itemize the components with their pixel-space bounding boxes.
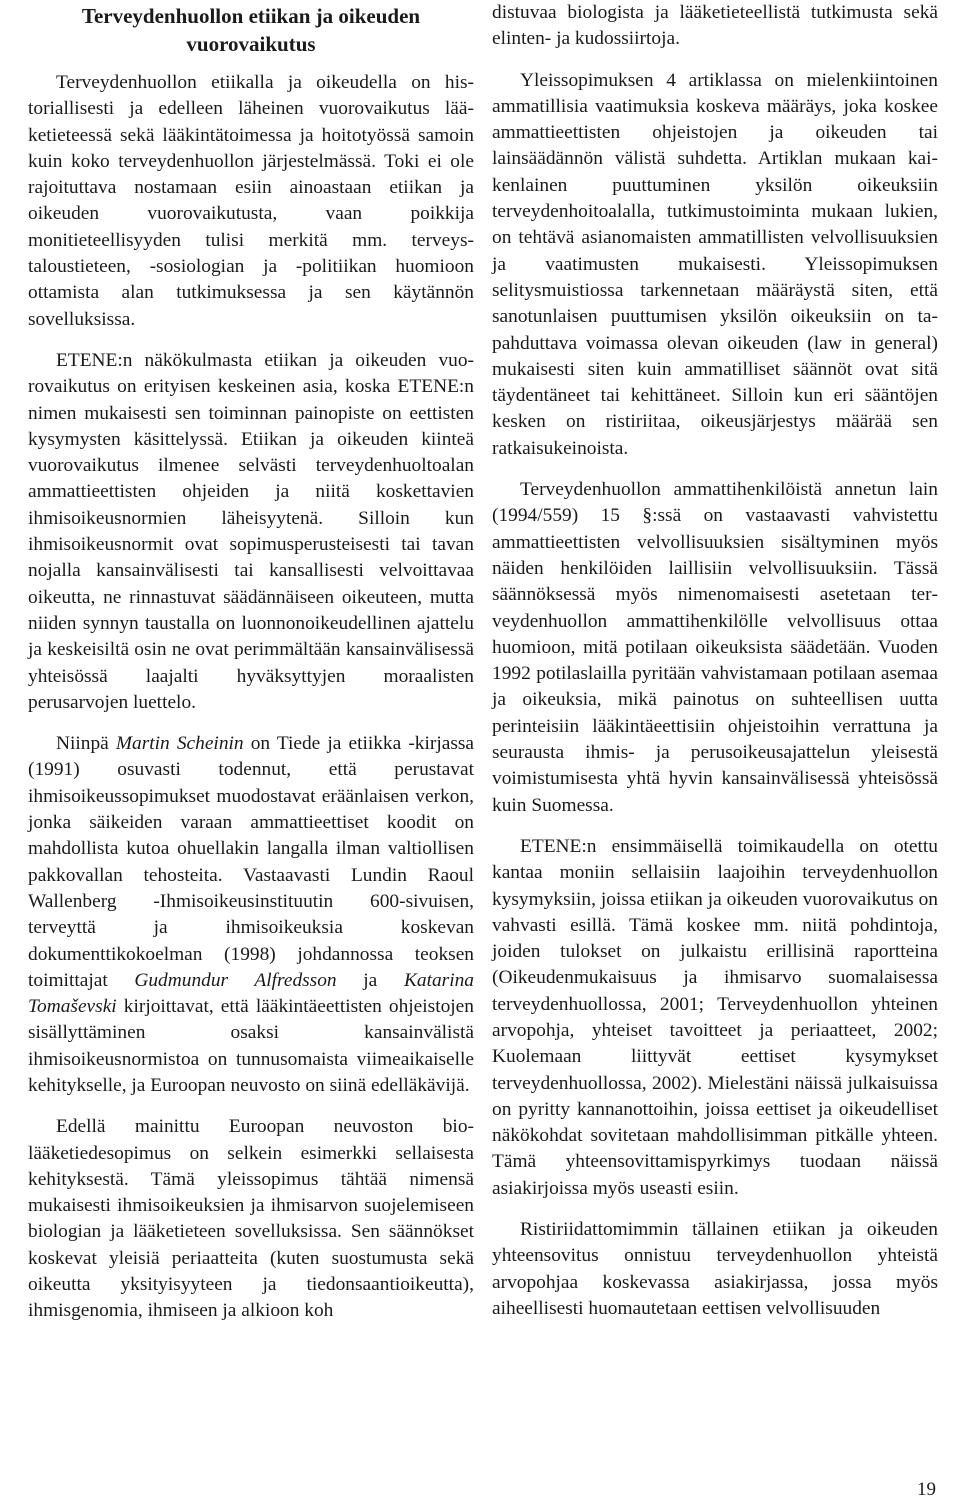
paragraph-etene-perspective: ETENE:n näkökulmasta etiikan ja oikeuden vuorovaikutus on erityisen keskeinen asia, koska ETENE:n nimen mukaisesti sen toiminnan painopiste on eettisten kysymysten käsittelyssä. Etiikan ja oikeuden kiinteä vuorovaikutus ilmenee selvästi terveydenhuoltoalan ammattieettisten ohjeiden ja niitä koskettavien ihmisoikeusnormien läheisyytenä. Silloin kun ihmisoikeusnormit ovat sopimusperusteisesti tai tavan nojalla kansainvälisesti tai kansallisesti velvoittavaa oikeutta, ne rinnastuvat säädännäiseen oikeuteen, mutta niiden synnyn taustalla on luonnonoikeudellinen ajattelu ja keskeisiltä osin ne ovat perimmältään kansainvälisessä yhteisössä laajalti hyväksyttyjen moraalisten perusarvojen luettelo. <box>28 349 474 713</box>
paragraph-continuation: distuvaa biologista ja lääketieteellistä tutkimusta sekä elinten- ja kudossiirtoja. <box>492 2 938 50</box>
person-name-scheinin: Martin Scheinin <box>115 733 244 755</box>
paragraph-professionals-act: Terveydenhuollon ammattihenkilöistä annetun lain (1994/559) 15 §:ssä on vastaavasti vahvistettu ammattieettisten velvollisuuksien sisältyminen myös näiden henkilöiden laillisiin velvollisuuksiin. Tässä säännöksessä myös nimenomaisesti asetetaan terveydenhuollon ammattihenkilölle velvollisuus ottaa huomioon, mitä potilaan oikeuksista säädetään. Vuoden 1992 potilaslailla pyritään vahvistamaan potilaan asemaa ja oikeuksia, mikä painotus on suhteellisen uutta perinteisiin lääkintäeettisiin ohjeistoihin verrattuna ja seurausta ihmis- ja perusoikeusajattelun yleisestä voimistumisesta yhtä hyvin kansainvälisessä yhteisössä kuin Suomessa. <box>492 479 938 816</box>
person-name-tomasevski: Katarina Tomaševski <box>28 969 474 1018</box>
text-run: ja <box>336 969 404 991</box>
paragraph-reconciliation: Ristiriidattomimmin tällainen etiikan ja oikeuden yhteensovitus onnistuu terveydenhuollon yhteistä arvopohjaa koskevassa asiakirjassa, jossa myös aiheellisesti huomautetaan eettisen velvollisuuden <box>492 1219 938 1319</box>
paragraph-article-4: Yleissopimuksen 4 artiklassa on mielenkiintoinen ammatillisia vaatimuksia koskeva määräys, joka koskee ammattieettisten ohjeistojen ja oikeuden tai lainsäädännön välistä suhdetta. Artiklan mukaan kaikenlainen puuttuminen yksilön oikeuksiin terveydenhoitoalalla, tutkimustoiminta mukaan lukien, on tehtävä asianomaisten ammatillisten velvollisuuksien ja vaatimusten mukaisesti. Yleissopimuksen selitysmuistiossa tarkennetaan määräystä siten, että sanotunlaisen puuttumisen yksilön oikeuksiin on tapahduttava voimassa olevan oikeuden (law in general) mukaisesti siten kuin ammatilliset säännöt ovat sitä täydentäneet tai kehittäneet. Silloin kun eri sääntöjen kesken on ristiriitaa, oikeusjärjestys määrää sen ratkaisukeinoista. <box>492 69 938 459</box>
text-run: kirjoittavat, että lääkintäeettisten ohjeistojen sisällyttäminen osaksi kansainvälistä ihmisoikeusnormistoa on tunnusomaista viimeaikaiselle kehitykselle, ja Euroopan neuvosto on siinä edelläkävijä. <box>28 996 474 1096</box>
section-heading: Terveydenhuollon etiikan ja oikeuden vuorovaikutus <box>81 4 421 56</box>
right-column <box>492 0 938 1337</box>
paragraph-etene-first-term: ETENE:n ensimmäisellä toimikaudella on otettu kantaa moniin sellaisiin laajoihin terveydenhuollon kysymyksiin, joissa etiikan ja oikeuden vuorovaikutus on vahvasti esillä. Tämä koskee mm. niitä pohdintoja, joiden tulokset on julkaistu erillisinä raportteina (Oikeudenmukaisuus ja ihmisarvo suomalaisessa terveydenhuollossa, 2001; Terveydenhuollon yhteinen arvopohja, yhteiset tavoitteet ja periaatteet, 2002; Kuolemaan liittyvät eettiset kysymykset terveydenhuollossa, 2002). Mielestäni näissä julkaisuissa on pyritty kannanottoihin, joissa eettiset ja oikeudelliset näkökohdat sovitetaan mahdollisimman pitkälle yhteen. Tämä yhteensovittamispyrkimys tuodaan näissä asiakirjoissa myös useasti esiin. <box>492 835 938 1199</box>
text-run: Niinpä <box>56 733 116 755</box>
left-column <box>28 0 474 1340</box>
page-number: 19 <box>917 1479 936 1500</box>
text-run: on Tiede ja etiikka -kirjassa (1991) osuvasti todennut, että perustavat ihmisoikeussopimukset muodostavat eräänlaisen verkon, jonka säikeiden varaan ammattieettiset koodit on mahdollista kutoa ohuellakin langalla ilman valtiollisen pakkovallan tehosteita. Vastaavasti Lundin Raoul Wallenberg -Ihmisoikeusinstituutin 600-sivuisen, terveyttä ja ihmisoikeuksia koskevan dokumenttikokoelman (1998) johdannossa teoksen toimittajat <box>28 733 475 991</box>
person-name-alfredsson: Gudmundur Alfredsson <box>134 969 337 991</box>
paragraph-scheinin <box>28 731 474 1099</box>
paragraph-intro: Terveydenhuollon etiikalla ja oikeudella on historiallisesti ja edelleen läheinen vuorovaikutus lääketieteessä sekä lääkintätoimessa ja hoitotyössä samoin kuin koko terveydenhuollon järjestelmässä. Toki ei ole rajoituttava nostamaan esiin ainoastaan etiikan ja oikeuden vuorovaikutusta, vaan poikkija monitieteellisyyden tulisi merkitä mm. terveystaloustieteen, -sosiologian ja -politiikan huomioon ottamista alan tutkimuksessa ja sen käytännön sovelluksissa. <box>28 72 474 330</box>
paragraph-biomedicine-convention: Edellä mainittu Euroopan neuvoston biolääketiedesopimus on selkein esimerkki sellaisesta kehityksestä. Tämä yleissopimus tähtää nimensä mukaisesti ihmisoikeuksien ja ihmisarvon suojelemiseen biologian ja lääketieteen sovelluksissa. Sen säännökset koskevat yleisiä periaatteita (kuten suostumusta sekä oikeutta yksityisyyteen ja tiedonsaantioikeutta), ihmisgenomia, ihmiseen ja alkioon koh <box>28 1116 474 1322</box>
